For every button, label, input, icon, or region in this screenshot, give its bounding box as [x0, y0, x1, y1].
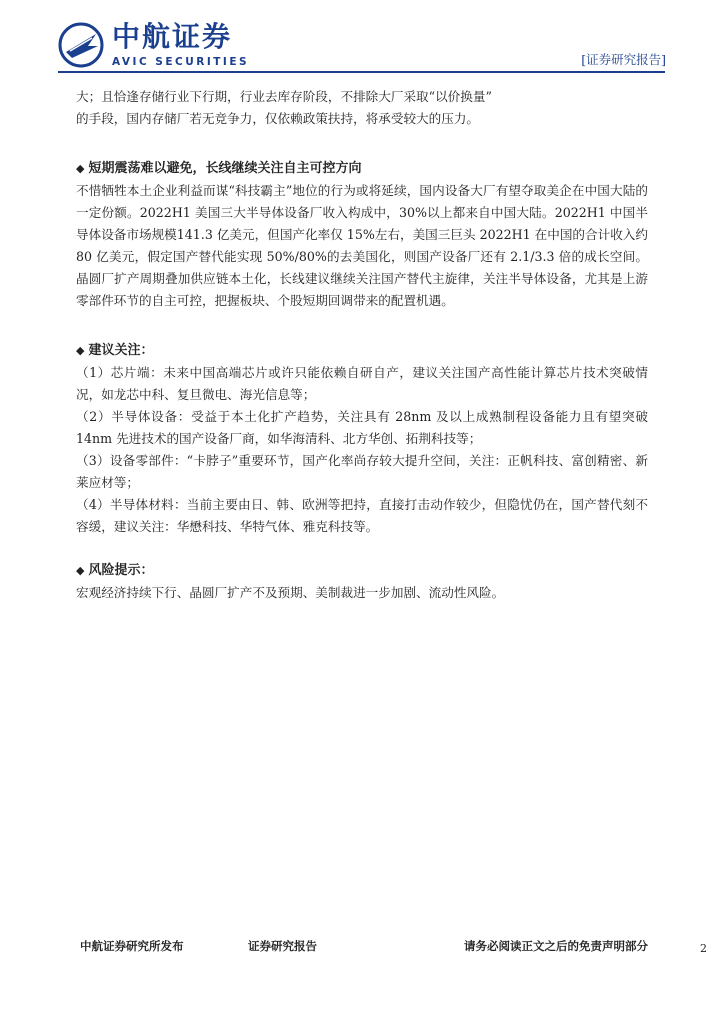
brand-block	[112, 22, 249, 68]
header-divider	[58, 71, 665, 73]
section-heading-outlook	[76, 158, 648, 180]
section-heading-risk	[76, 560, 648, 582]
section-heading-risk-text: 风险提示：	[88, 563, 154, 578]
recommendation-item-chips: （1）芯片端：未来中国高端芯片或许只能依赖自研自产，建议关注国产高性能计算芯片技术突破情况，如龙芯中科、复旦微电、海光信息等；	[76, 365, 648, 402]
recommendation-item-materials: （4）半导体材料：当前主要由日、韩、欧洲等把持，直接打击动作较少，但隐忧仍在，国产替代刻不容缓，建议关注：华懋科技、华特气体、雅克科技等。	[76, 497, 648, 534]
risk-paragraph: 宏观经济持续下行、晶圆厂扩产不及预期、美制裁进一步加剧、流动性风险。	[76, 585, 505, 600]
recommendation-item-equipment: （2）半导体设备：受益于本土化扩产趋势，关注具有 28nm 及以上成熟制程设备能力且有望突破 14nm 先进技术的国产设备厂商，如华海清科、北方华创、拓荆科技等；	[76, 409, 648, 446]
section-heading-outlook-text: 短期震荡难以避免，长线继续关注自主可控方向	[88, 161, 362, 176]
section-heading-recommendations-text: 建议关注：	[88, 343, 154, 358]
report-body	[76, 86, 648, 604]
diamond-bullet-icon: ◆	[76, 344, 85, 357]
section-heading-recommendations	[76, 340, 648, 362]
brand-name-en: AVIC SECURITIES	[112, 56, 250, 68]
intro-line-1: 大；且恰逢存储行业下行期，行业去库存阶段，不排除大厂采取“以价换量”	[76, 89, 492, 104]
intro-line-2: 的手段，国内存储厂若无竞争力，仅依赖政策扶持，将承受较大的压力。	[76, 111, 479, 126]
recommendation-item-components: （3）设备零部件：“卡脖子”重要环节，国产化率尚存较大提升空间，关注：正帆科技、富创精密、新莱应材等；	[76, 453, 648, 490]
report-type-tag: [证券研究报告]	[581, 52, 666, 67]
page-header	[58, 20, 666, 72]
footer-disclaimer-note: 请务必阅读正文之后的免责声明部分	[464, 939, 648, 953]
page-number: 2	[700, 942, 707, 955]
diamond-bullet-icon: ◆	[76, 564, 85, 577]
avic-wing-logo-icon	[58, 22, 104, 68]
footer-publisher: 中航证券研究所发布	[80, 939, 184, 953]
section-outlook-paragraph: 不惜牺牲本土企业利益而谋“科技霸主”地位的行为或将延续，国内设备大厂有望夺取美企在中国大陆的一定份额。2022H1 美国三大半导体设备厂收入构成中，30%以上都来自中国大陆。2022H1 中国半导体设备市场规模141.3 亿美元，但国产化率仅 15%左右，美国三巨头 2022H1 在中国的合计收入约 80 亿美元，假定国产替代能实现 50%/80%的去美国化，则国产设备厂还有 2.1/3.3 倍的成长空间。晶圆厂扩产周期叠加供应链本土化，长线建议继续关注国产替代主旋律，关注半导体设备，尤其是上游零部件环节的自主可控，把握板块、个股短期回调带来的配置机遇。	[76, 183, 648, 308]
diamond-bullet-icon: ◆	[76, 162, 85, 175]
footer-report-type: 证券研究报告	[248, 939, 317, 953]
brand-name-cn: 中航证券	[112, 20, 233, 53]
